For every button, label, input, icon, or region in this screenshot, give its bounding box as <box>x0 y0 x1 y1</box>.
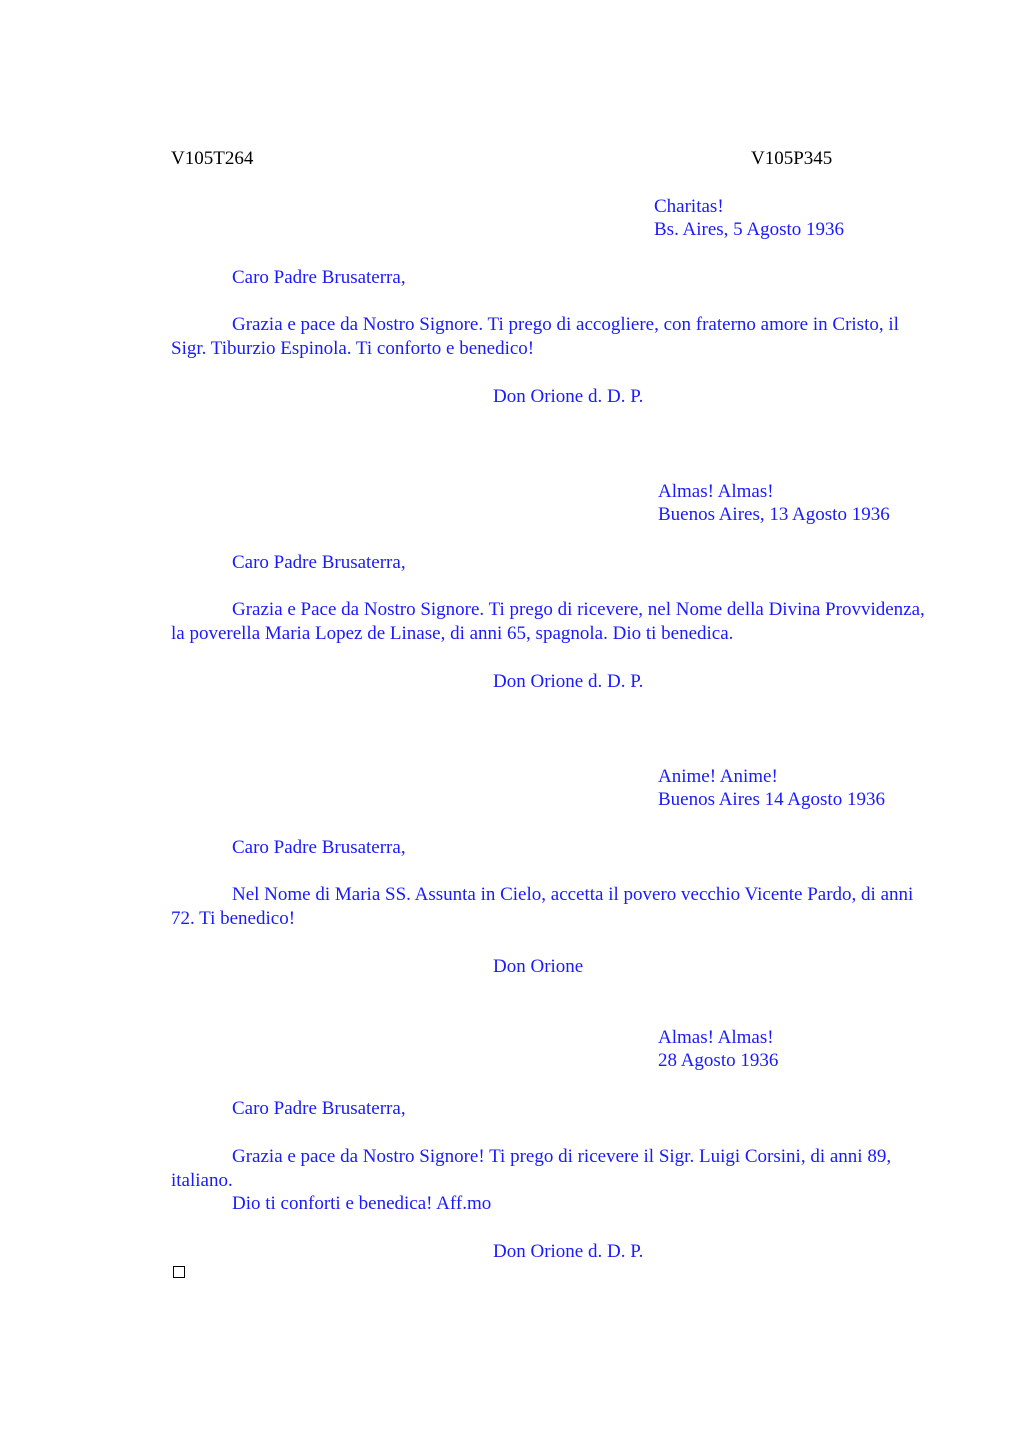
letter-body: Nel Nome di Maria SS. Assunta in Cielo, accetta il povero vecchio Vicente Pardo, di anni 72. Ti benedico! <box>171 884 914 929</box>
letter-motto: Almas! Almas! <box>658 481 774 502</box>
letter-date: Buenos Aires 14 Agosto 1936 <box>658 789 885 810</box>
letter-signature: Don Orione d. D. P. <box>493 1241 644 1262</box>
letter-date: Buenos Aires, 13 Agosto 1936 <box>658 504 890 525</box>
letter-body-closing: Dio ti conforti e benedica! Aff.mo <box>232 1193 492 1214</box>
letter-body: Grazia e pace da Nostro Signore! Ti prego di ricevere il Sigr. Luigi Corsini, di anni 89, italiano. <box>171 1146 892 1191</box>
empty-box-icon <box>173 1266 185 1278</box>
letter-body: Grazia e pace da Nostro Signore. Ti prego di accogliere, con fraterno amore in Cristo, il Sigr. Tiburzio Espinola. Ti conforto e benedico! <box>171 314 899 359</box>
letter-salutation: Caro Padre Brusaterra, <box>232 837 406 858</box>
letter-motto: Charitas! <box>654 196 724 217</box>
document-code-right: V105P345 <box>751 148 833 169</box>
document-code-left: V105T264 <box>171 148 254 169</box>
letter-motto: Almas! Almas! <box>658 1027 774 1048</box>
letter-salutation: Caro Padre Brusaterra, <box>232 1098 406 1119</box>
letter-body: Grazia e Pace da Nostro Signore. Ti prego di ricevere, nel Nome della Divina Provvidenza, la poverella Maria Lopez de Linase, di anni 65, spagnola. Dio ti benedica. <box>171 599 925 644</box>
letter-signature: Don Orione <box>493 956 584 977</box>
letter-date: 28 Agosto 1936 <box>658 1050 779 1071</box>
letter-motto: Anime! Anime! <box>658 766 778 787</box>
letter-salutation: Caro Padre Brusaterra, <box>232 267 406 288</box>
letter-date: Bs. Aires, 5 Agosto 1936 <box>654 219 845 240</box>
letter-signature: Don Orione d. D. P. <box>493 386 644 407</box>
letter-salutation: Caro Padre Brusaterra, <box>232 552 406 573</box>
letter-signature: Don Orione d. D. P. <box>493 671 644 692</box>
